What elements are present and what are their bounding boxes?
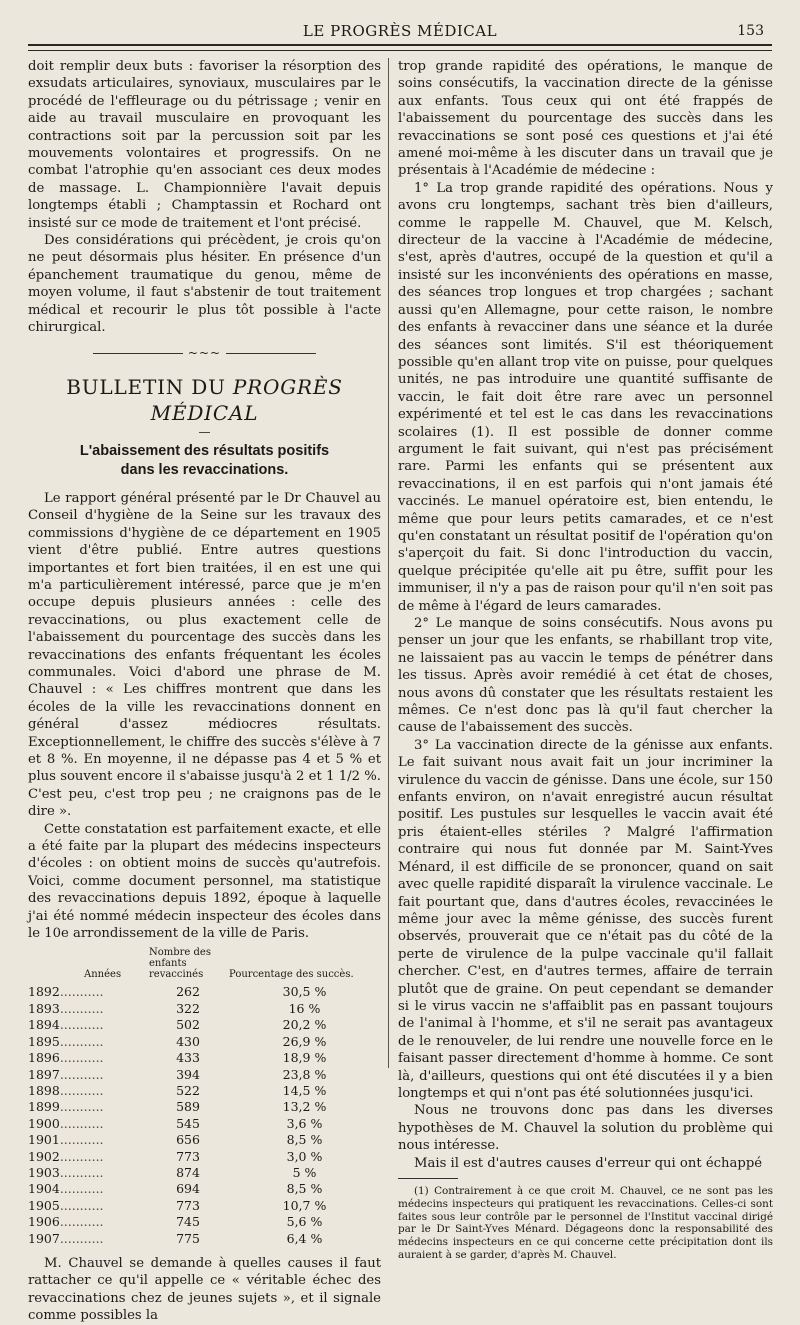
table-cell-count: 262 — [176, 984, 200, 1000]
section-heading-text: BULLETIN DU — [66, 374, 233, 399]
table-cell-pct: 3,6 % — [286, 1115, 323, 1131]
article-title-line: L'abaissement des résultats positifs — [79, 442, 330, 459]
table-cell-year — [28, 1149, 148, 1165]
year-value: 1902 — [28, 1148, 60, 1164]
year-value: 1901 — [28, 1132, 60, 1148]
table-cell-pct: 26,9 % — [282, 1033, 327, 1049]
table-cell-year — [28, 1067, 148, 1083]
table-cell-year — [28, 1181, 148, 1197]
table-cell-pct: 20,2 % — [282, 1017, 327, 1033]
year-value: 1895 — [28, 1033, 60, 1049]
leader-dots: ........... — [59, 1115, 104, 1131]
table-cell-pct: 13,2 % — [282, 1099, 327, 1115]
leader-dots: ........... — [59, 1033, 104, 1049]
ornament-glyph: ~~~ — [187, 345, 222, 360]
header-rule — [28, 44, 772, 51]
table-cell-pct: 5,6 % — [286, 1214, 323, 1230]
table-cell-pct: 23,8 % — [282, 1066, 327, 1082]
table-cell-year — [28, 1083, 148, 1099]
paragraph: Mais il est d'autres causes d'erreur qui ont échappé — [414, 1155, 763, 1171]
table-cell-count: 522 — [176, 1082, 200, 1098]
year-value: 1892 — [28, 984, 60, 1000]
table-row — [28, 1165, 381, 1181]
table-cell-count: 394 — [176, 1066, 200, 1082]
section-ornament — [28, 345, 381, 362]
table-cell-pct: 16 % — [288, 1000, 321, 1016]
table-cell-count: 773 — [176, 1148, 200, 1164]
table-cell-year — [28, 984, 148, 1000]
year-value: 1897 — [28, 1066, 60, 1082]
year-value: 1893 — [28, 1000, 60, 1016]
table-row — [28, 1099, 381, 1115]
leader-dots: ........... — [59, 1148, 104, 1164]
table-cell-pct: 14,5 % — [282, 1082, 327, 1098]
leader-dots: ........... — [59, 1230, 104, 1246]
page-number: 153 — [737, 23, 764, 39]
paragraph: 2° Le manque de soins consécutifs. Nous avons pu penser un jour que les enfants, se rhabillant trop vite, ne laissaient pas au vaccin le temps de pénétrer dans les tissus. Après avoir remédié à cet état de choses, nous avons dû constater que les résultats restaient les mêmes. Ce n'est donc pas là qu'il faut chercher la cause de l'abaissement des succès. — [398, 616, 773, 736]
table-row — [28, 1034, 381, 1050]
table-cell-pct: 10,7 % — [282, 1197, 327, 1213]
left-column — [28, 58, 381, 1325]
table-cell-count: 502 — [176, 1017, 200, 1033]
table-cell-pct: 5 % — [292, 1164, 317, 1180]
leader-dots: ........... — [59, 984, 104, 1000]
year-value: 1896 — [28, 1050, 60, 1066]
table-cell-count: 545 — [176, 1115, 200, 1131]
table-cell-count: 430 — [176, 1033, 200, 1049]
paragraph: Nous ne trouvons donc pas dans les diverses hypothèses de M. Chauvel la solution du problème qui nous intéresse. — [398, 1103, 773, 1154]
table-cell-pct: 30,5 % — [282, 984, 327, 1000]
table-cell-pct: 8,5 % — [286, 1181, 323, 1197]
table-cell-year — [28, 1099, 148, 1115]
leader-dots: ........... — [59, 1197, 104, 1213]
table-row — [28, 1214, 381, 1230]
table-cell-count: 874 — [176, 1164, 200, 1180]
table-header-count — [148, 946, 228, 984]
year-value: 1907 — [28, 1230, 60, 1246]
leader-dots: ........... — [59, 1214, 104, 1230]
paragraph: 1° La trop grande rapidité des opérations. Nous y avons cru longtemps, sachant très bien d'ailleurs, comme le rappelle M. Chauvel, que M. Kelsch, directeur de la vaccine à l'Académie de médecine, s'est, après d'autres, occupé de la question et qu'il a insisté sur les inconvénients des opérations en masse, des séances trop longues et trop chargées ; sachant aussi qu'en Allemagne, pour cette raison, le nombre des enfants à revacciner dans une séance et la durée des séances sont limités. S'il est théoriquement possible qu'en allant trop vite on puisse, pour quelques unités, ne pas introduire une quantité suffisante de vaccin, le fait doit être rare avec un personnel expérimenté et tel est le cas dans les revaccinations scolaires (1). Il est possible de donner comme argument le fait suivant, qui n'est pas précisément rare. Parmi les enfants qui se présentent aux revaccinations, il en est parfois qui n'ont jamais été vaccinés. Le manuel opératoire est, bien entendu, le même que pour leurs petits camarades, et ce n'est qu'en constatant un résultat positif de l'opération qu'on s'aperçoit du fait. Si donc l'introduction du vaccin, quelque précipitée qu'elle ait pu être, suffit pour les immuniser, il n'y a pas de raison pour qu'il n'en soit pas de même à l'égard de leurs camarades. — [398, 180, 773, 614]
table-row — [28, 1050, 381, 1066]
table-cell-year — [28, 1050, 148, 1066]
table-cell-year — [28, 1116, 148, 1132]
table-row — [28, 1132, 381, 1148]
table-row — [28, 1149, 381, 1165]
table-cell-year — [28, 1132, 148, 1148]
table-cell-year — [28, 1198, 148, 1214]
running-header — [28, 18, 772, 42]
year-value: 1905 — [28, 1197, 60, 1213]
paragraph: Cette constatation est parfaitement exacte, et elle a été faite par la plupart des médecins inspecteurs d'écoles : on obtient moins de succès qu'autrefois. Voici, comme document personnel, ma statistique des revaccinations depuis 1892, époque à laquelle j'ai été nommé médecin inspecteur des écoles dans le 10e arrondissement de la ville de Paris. — [28, 821, 381, 942]
table-row — [28, 1231, 381, 1247]
leader-dots: ........... — [59, 1082, 104, 1098]
table-cell-year — [28, 1231, 148, 1247]
footnote: (1) Contrairement à ce que croit M. Chauvel, ce ne sont pas les médecins inspecteurs qui pratiquent les revaccinations. Celles-ci sont faites sous leur contrôle par le personnel de l'Institut vaccinal dirigé par le Dr Saint-Yves Ménard. Dégageons donc la responsabilité des médecins inspecteurs en ce qui concerne cette précipitation dont ils auraient à se garder, d'après M. Chauvel. — [398, 1185, 773, 1261]
table-cell-year — [28, 1017, 148, 1033]
table-cell-year — [28, 1214, 148, 1230]
table-cell-count: 656 — [176, 1132, 200, 1148]
article-title — [28, 442, 381, 480]
table-cell-year — [28, 1001, 148, 1017]
section-heading — [28, 374, 381, 426]
journal-title: LE PROGRÈS MÉDICAL — [302, 22, 498, 40]
year-value: 1900 — [28, 1115, 60, 1131]
table-row — [28, 1083, 381, 1099]
table-row — [28, 1067, 381, 1083]
year-value: 1903 — [28, 1164, 60, 1180]
table-header-row — [28, 946, 381, 984]
year-value: 1898 — [28, 1082, 60, 1098]
table-cell-pct: 3,0 % — [286, 1148, 323, 1164]
table-row — [28, 1017, 381, 1033]
table-header-count-line: enfants revaccinés — [149, 958, 204, 981]
right-column — [398, 58, 773, 1262]
leader-dots: ........... — [59, 1164, 104, 1180]
table-cell-count: 694 — [176, 1181, 200, 1197]
table-cell-count: 775 — [176, 1230, 200, 1246]
paragraph: doit remplir deux buts : favoriser la résorption des exsudats articulaires, synoviaux, musculaires par le procédé de l'effleurage ou du pétrissage ; venir en aide au travail musculaire en provoquant les contractions soit par la percussion soit par les mouvements volontaires et progressifs. On ne combat l'atrophie qu'en associant ces deux modes de massage. L. Championnière l'avait depuis longtemps établi ; Champtassin et Rochard ont insisté sur ce mode de traitement et l'ont précisé. — [28, 59, 381, 231]
section-heading-italic: PROGRÈS MÉDICAL — [150, 374, 343, 425]
table-cell-year — [28, 1034, 148, 1050]
table-cell-count: 773 — [176, 1197, 200, 1213]
paragraph: 3° La vaccination directe de la génisse aux enfants. Le fait suivant nous avait fait un jour incriminer la virulence du vaccin de génisse. Dans une école, sur 150 enfants environ, on n'avait enregistré aucun résultat positif. Les pustules sur lesquelles le vaccin avait été pris étaient-elles stériles ? Malgré l'affirmation contraire qui nous fut donnée par M. Saint-Yves Ménard, il est difficile de se prononcer, quand on sait avec quelle rapidité disparaît la virulence vaccinale. Le fait pourtant que, dans d'autres écoles, revaccinées le même jour avec la même génisse, des succès furent observés, prouverait que ce n'était pas du côté de la perte de virulence de la pulpe vaccinale qu'il fallait chercher. C'est, en d'autres termes, affaire de terrain plutôt que de graine. On peut cependant se demander si le virus vaccin ne s'affaiblit pas en passant toujours de l'animal à l'homme, et s'il ne serait pas avantageux de le renouveler, de lui rendre une nouvelle force en le faisant passer directement d'homme à homme. Ce sont là, d'ailleurs, questions qui ont été discutées il y a bien longtemps et qui n'ont pas été solutionnées jusqu'ici. — [398, 737, 773, 1101]
year-value: 1906 — [28, 1214, 60, 1230]
table-row — [28, 1116, 381, 1132]
paragraph: M. Chauvel se demande à quelles causes il faut rattacher ce qu'il appelle ce « véritable échec des revaccinations chez de jeunes sujets », et il signale comme possibles la — [28, 1255, 381, 1324]
paragraph: trop grande rapidité des opérations, le manque de soins consécutifs, la vaccination directe de la génisse aux enfants. Tous ceux qui ont été frappés de l'abaissement du pourcentage des succès dans les revaccinations se sont posé ces questions et j'ai été amené moi-même à les discuter dans un travail que je présentais à l'Académie de médecine : — [398, 59, 773, 179]
table-cell-count: 745 — [176, 1214, 200, 1230]
table-cell-count: 322 — [176, 1000, 200, 1016]
table-cell-pct: 18,9 % — [282, 1050, 327, 1066]
leader-dots: ........... — [59, 1066, 104, 1082]
leader-dots: ........... — [59, 1017, 104, 1033]
table-row — [28, 984, 381, 1000]
revaccination-table — [28, 946, 381, 1247]
table-row — [28, 1181, 381, 1197]
table-row — [28, 1198, 381, 1214]
year-value: 1904 — [28, 1181, 60, 1197]
table-cell-count: 433 — [176, 1050, 200, 1066]
paragraph: Des considérations qui précèdent, je crois qu'on ne peut désormais plus hésiter. En présence d'un épanchement traumatique du genou, même de moyen volume, il faut s'abstenir de tout traitement médical et recourir le plus tôt possible à l'acte chirurgical. — [28, 233, 381, 336]
heading-dash: — — [198, 424, 211, 439]
column-divider — [388, 58, 389, 1068]
table-row — [28, 1001, 381, 1017]
footnote-rule — [398, 1178, 458, 1179]
leader-dots: ........... — [59, 1050, 104, 1066]
table-header-years: Années — [84, 969, 122, 981]
year-value: 1894 — [28, 1017, 60, 1033]
article-title-line: dans les revaccinations. — [120, 461, 289, 478]
table-header-count-line: Nombre des — [149, 947, 211, 959]
leader-dots: ........... — [59, 1181, 104, 1197]
leader-dots: ........... — [59, 1000, 104, 1016]
table-header-pct: Pourcentage des succès. — [229, 969, 354, 981]
leader-dots: ........... — [59, 1132, 104, 1148]
leader-dots: ........... — [59, 1099, 104, 1115]
table-cell-count: 589 — [176, 1099, 200, 1115]
paragraph: Le rapport général présenté par le Dr Chauvel au Conseil d'hygiène de la Seine sur les travaux des commissions d'hygiène de ce département en 1905 vient d'être publié. Entre autres questions importantes et fort bien traitées, il en est une qui m'a particulièrement intéressé, parce que je m'en occupe depuis plusieurs années : celle des revaccinations, ou plus exactement celle de l'abaissement du pourcentage des succès dans les revaccinations des enfants fréquentant les écoles communales. Voici d'abord une phrase de M. Chauvel : « Les chiffres montrent que dans les écoles de la ville les revaccinations donnent en général d'assez médiocres résultats. Exceptionnellement, le chiffre des succès s'élève à 7 et 8 %. En moyenne, il ne dépasse pas 4 et 5 % et plus souvent encore il s'abaisse jusqu'à 2 et 1 1/2 %. C'est peu, c'est trop peu ; ne craignons pas de le dire ». — [28, 490, 381, 820]
table-cell-year — [28, 1165, 148, 1181]
table-cell-pct: 8,5 % — [286, 1132, 323, 1148]
table-cell-pct: 6,4 % — [286, 1230, 323, 1246]
year-value: 1899 — [28, 1099, 60, 1115]
